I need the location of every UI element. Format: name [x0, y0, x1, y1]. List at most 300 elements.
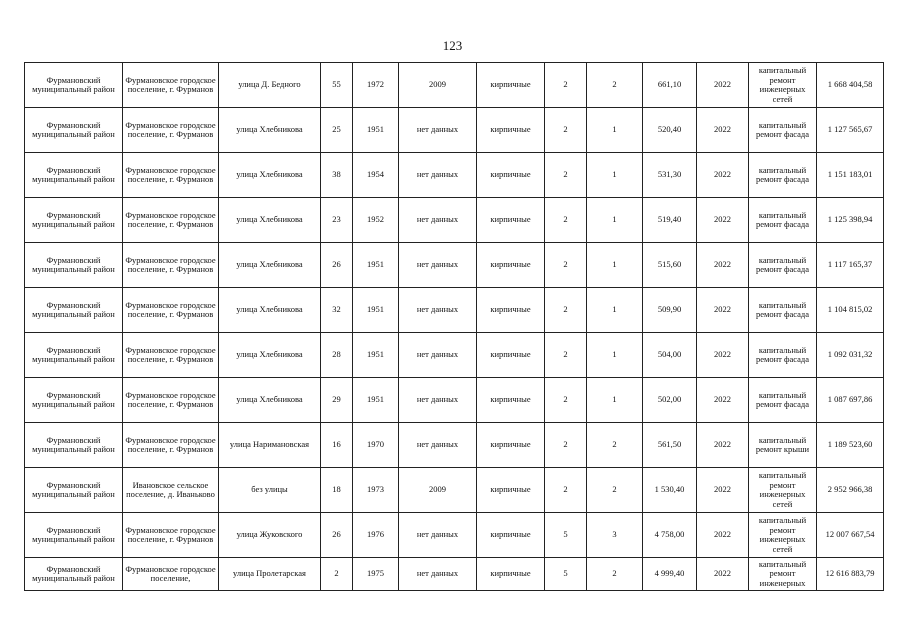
entrances-text: 3 — [612, 530, 617, 540]
entrances-text: 2 — [612, 569, 617, 579]
house-number-text: 2 — [334, 569, 339, 579]
street-cell — [219, 198, 321, 243]
build-year-text: 1951 — [367, 305, 384, 315]
settlement-cell — [123, 63, 219, 108]
street-text: улица Хлебникова — [236, 170, 303, 180]
table-row — [25, 288, 884, 333]
renovation-year-text: нет данных — [416, 350, 459, 360]
cost-text: 1 087 697,86 — [827, 395, 873, 405]
plan-year-cell — [697, 378, 749, 423]
table-row — [25, 513, 884, 558]
area-text: 4 999,40 — [654, 569, 685, 579]
street-cell — [219, 378, 321, 423]
floors-cell — [545, 333, 587, 378]
floors-text: 2 — [563, 215, 568, 225]
street-text: улица Наримановская — [229, 440, 310, 450]
area-text: 1 530,40 — [654, 485, 685, 495]
table-row — [25, 108, 884, 153]
entrances-text: 1 — [612, 170, 617, 180]
house-number-cell — [321, 333, 353, 378]
renovation-year-cell — [399, 423, 477, 468]
floors-text: 2 — [563, 260, 568, 270]
entrances-cell — [587, 108, 643, 153]
area-text: 661,10 — [657, 80, 682, 90]
district-cell — [25, 63, 123, 108]
table-row — [25, 378, 884, 423]
area-text: 520,40 — [657, 125, 682, 135]
street-text: улица Хлебникова — [236, 215, 303, 225]
street-cell — [219, 288, 321, 333]
work-type-text: капитальный ремонт инженерных сетей — [758, 471, 807, 509]
renovation-year-cell — [399, 288, 477, 333]
build-year-cell — [353, 63, 399, 108]
build-year-cell — [353, 198, 399, 243]
house-number-text: 38 — [332, 170, 341, 180]
wall-material-cell — [477, 198, 545, 243]
area-text: 4 758,00 — [654, 530, 685, 540]
house-number-text: 55 — [332, 80, 341, 90]
floors-text: 2 — [563, 350, 568, 360]
wall-material-text: кирпичные — [490, 395, 531, 405]
table-row — [25, 468, 884, 513]
plan-year-cell — [697, 288, 749, 333]
area-cell — [643, 288, 697, 333]
floors-cell — [545, 63, 587, 108]
cost-cell — [817, 198, 884, 243]
wall-material-text: кирпичные — [490, 260, 531, 270]
cost-text: 1 117 165,37 — [827, 260, 873, 270]
renovation-year-cell — [399, 63, 477, 108]
settlement-text: Фурмановское городское поселение, г. Фурманов — [125, 435, 216, 454]
house-number-text: 26 — [332, 260, 341, 270]
cost-text: 2 952 966,38 — [827, 485, 873, 495]
renovation-year-text: нет данных — [416, 569, 459, 579]
work-type-text: капитальный ремонт инженерных сетей — [758, 516, 807, 554]
district-text: Фурмановский муниципальный район — [32, 435, 115, 454]
build-year-text: 1975 — [367, 569, 384, 579]
settlement-text: Фурмановское городское поселение, г. Фурманов — [125, 255, 216, 274]
entrances-text: 1 — [612, 215, 617, 225]
district-text: Фурмановский муниципальный район — [32, 564, 115, 583]
entrances-cell — [587, 63, 643, 108]
cost-cell — [817, 333, 884, 378]
work-type-text: капитальный ремонт инженерных — [758, 559, 807, 588]
build-year-text: 1951 — [367, 125, 384, 135]
floors-text: 2 — [563, 80, 568, 90]
area-text: 519,40 — [657, 215, 682, 225]
wall-material-text: кирпичные — [490, 485, 531, 495]
area-cell — [643, 423, 697, 468]
plan-year-text: 2022 — [714, 485, 731, 495]
work-type-text: капитальный ремонт фасада — [755, 345, 810, 364]
house-number-cell — [321, 63, 353, 108]
settlement-cell — [123, 108, 219, 153]
street-cell — [219, 108, 321, 153]
work-type-cell — [749, 108, 817, 153]
plan-year-cell — [697, 513, 749, 558]
district-text: Фурмановский муниципальный район — [32, 210, 115, 229]
house-number-text: 28 — [332, 350, 341, 360]
table-row — [25, 153, 884, 198]
district-cell — [25, 333, 123, 378]
cost-text: 12 616 883,79 — [825, 569, 875, 579]
wall-material-cell — [477, 423, 545, 468]
renovation-year-text: нет данных — [416, 395, 459, 405]
work-type-cell — [749, 198, 817, 243]
cost-text: 1 092 031,32 — [827, 350, 873, 360]
work-type-cell — [749, 558, 817, 591]
table-body — [25, 63, 884, 591]
wall-material-text: кирпичные — [490, 125, 531, 135]
street-text: улица Хлебникова — [236, 395, 303, 405]
street-cell — [219, 153, 321, 198]
street-cell — [219, 468, 321, 513]
house-number-cell — [321, 153, 353, 198]
plan-year-cell — [697, 558, 749, 591]
cost-cell — [817, 378, 884, 423]
wall-material-text: кирпичные — [490, 170, 531, 180]
work-type-text: капитальный ремонт крыши — [755, 435, 810, 454]
district-text: Фурмановский муниципальный район — [32, 300, 115, 319]
wall-material-text: кирпичные — [490, 569, 531, 579]
district-cell — [25, 468, 123, 513]
floors-cell — [545, 513, 587, 558]
street-cell — [219, 63, 321, 108]
plan-year-text: 2022 — [714, 569, 731, 579]
plan-year-text: 2022 — [714, 260, 731, 270]
cost-text: 1 151 183,01 — [827, 170, 873, 180]
work-type-text: капитальный ремонт инженерных сетей — [758, 66, 807, 104]
settlement-cell — [123, 198, 219, 243]
entrances-cell — [587, 513, 643, 558]
work-type-cell — [749, 63, 817, 108]
entrances-cell — [587, 468, 643, 513]
floors-text: 5 — [563, 569, 568, 579]
table-row — [25, 333, 884, 378]
settlement-cell — [123, 423, 219, 468]
settlement-cell — [123, 288, 219, 333]
wall-material-cell — [477, 108, 545, 153]
settlement-cell — [123, 153, 219, 198]
street-text: улица Пролетарская — [233, 569, 306, 579]
plan-year-cell — [697, 153, 749, 198]
work-type-cell — [749, 468, 817, 513]
plan-year-text: 2022 — [714, 530, 731, 540]
renovation-year-cell — [399, 468, 477, 513]
build-year-text: 1951 — [367, 395, 384, 405]
entrances-cell — [587, 288, 643, 333]
table-row — [25, 198, 884, 243]
renovation-year-cell — [399, 378, 477, 423]
entrances-text: 1 — [612, 395, 617, 405]
floors-text: 2 — [563, 170, 568, 180]
build-year-cell — [353, 468, 399, 513]
street-text: улица Хлебникова — [236, 350, 303, 360]
work-type-cell — [749, 513, 817, 558]
build-year-cell — [353, 423, 399, 468]
renovation-year-text: 2009 — [429, 485, 446, 495]
renovation-year-cell — [399, 333, 477, 378]
plan-year-cell — [697, 243, 749, 288]
wall-material-text: кирпичные — [490, 80, 531, 90]
cost-cell — [817, 153, 884, 198]
district-cell — [25, 198, 123, 243]
entrances-cell — [587, 243, 643, 288]
renovation-year-text: нет данных — [416, 530, 459, 540]
floors-text: 2 — [563, 485, 568, 495]
plan-year-cell — [697, 108, 749, 153]
cost-cell — [817, 243, 884, 288]
entrances-text: 1 — [612, 350, 617, 360]
area-cell — [643, 558, 697, 591]
work-type-cell — [749, 243, 817, 288]
build-year-text: 1954 — [367, 170, 384, 180]
work-type-text: капитальный ремонт фасада — [755, 120, 810, 139]
street-text: улица Хлебникова — [236, 125, 303, 135]
house-number-cell — [321, 288, 353, 333]
plan-year-text: 2022 — [714, 440, 731, 450]
cost-cell — [817, 63, 884, 108]
street-cell — [219, 243, 321, 288]
renovation-year-text: нет данных — [416, 215, 459, 225]
district-text: Фурмановский муниципальный район — [32, 75, 115, 94]
area-cell — [643, 468, 697, 513]
entrances-cell — [587, 333, 643, 378]
floors-cell — [545, 468, 587, 513]
work-type-text: капитальный ремонт фасада — [755, 300, 810, 319]
floors-cell — [545, 378, 587, 423]
cost-text: 12 007 667,54 — [825, 530, 875, 540]
work-type-cell — [749, 378, 817, 423]
renovation-year-cell — [399, 198, 477, 243]
floors-text: 2 — [563, 440, 568, 450]
district-cell — [25, 378, 123, 423]
table-row — [25, 63, 884, 108]
build-year-text: 1973 — [367, 485, 384, 495]
plan-year-cell — [697, 333, 749, 378]
district-text: Фурмановский муниципальный район — [32, 165, 115, 184]
build-year-cell — [353, 333, 399, 378]
housing-register-table — [24, 62, 884, 591]
cost-cell — [817, 513, 884, 558]
street-cell — [219, 558, 321, 591]
district-cell — [25, 153, 123, 198]
area-cell — [643, 333, 697, 378]
work-type-text: капитальный ремонт фасада — [755, 390, 810, 409]
house-number-cell — [321, 513, 353, 558]
plan-year-text: 2022 — [714, 395, 731, 405]
settlement-cell — [123, 333, 219, 378]
entrances-cell — [587, 378, 643, 423]
build-year-cell — [353, 378, 399, 423]
plan-year-cell — [697, 423, 749, 468]
build-year-cell — [353, 558, 399, 591]
cost-cell — [817, 288, 884, 333]
plan-year-text: 2022 — [714, 215, 731, 225]
renovation-year-cell — [399, 153, 477, 198]
house-number-text: 32 — [332, 305, 341, 315]
entrances-text: 1 — [612, 260, 617, 270]
house-number-text: 16 — [332, 440, 341, 450]
district-cell — [25, 108, 123, 153]
settlement-cell — [123, 243, 219, 288]
entrances-cell — [587, 198, 643, 243]
floors-cell — [545, 153, 587, 198]
street-cell — [219, 423, 321, 468]
floors-text: 2 — [563, 125, 568, 135]
renovation-year-text: нет данных — [416, 260, 459, 270]
area-cell — [643, 243, 697, 288]
wall-material-cell — [477, 333, 545, 378]
area-cell — [643, 513, 697, 558]
renovation-year-cell — [399, 243, 477, 288]
build-year-text: 1951 — [367, 260, 384, 270]
wall-material-cell — [477, 378, 545, 423]
cost-text: 1 668 404,58 — [827, 80, 873, 90]
district-text: Фурмановский муниципальный район — [32, 345, 115, 364]
house-number-cell — [321, 558, 353, 591]
settlement-text: Фурмановское городское поселение, г. Фурманов — [125, 210, 216, 229]
plan-year-cell — [697, 468, 749, 513]
district-cell — [25, 558, 123, 591]
work-type-text: капитальный ремонт фасада — [755, 165, 810, 184]
renovation-year-text: нет данных — [416, 125, 459, 135]
area-text: 561,50 — [657, 440, 682, 450]
plan-year-cell — [697, 198, 749, 243]
work-type-text: капитальный ремонт фасада — [755, 255, 810, 274]
cost-text: 1 189 523,60 — [827, 440, 873, 450]
wall-material-text: кирпичные — [490, 440, 531, 450]
house-number-cell — [321, 243, 353, 288]
build-year-text: 1952 — [367, 215, 384, 225]
work-type-cell — [749, 333, 817, 378]
settlement-text: Фурмановское городское поселение, г. Фурманов — [125, 525, 216, 544]
entrances-cell — [587, 558, 643, 591]
area-text: 502,00 — [657, 395, 682, 405]
district-cell — [25, 243, 123, 288]
wall-material-text: кирпичные — [490, 215, 531, 225]
wall-material-cell — [477, 153, 545, 198]
house-number-text: 25 — [332, 125, 341, 135]
entrances-text: 2 — [612, 440, 617, 450]
house-number-cell — [321, 378, 353, 423]
wall-material-cell — [477, 558, 545, 591]
settlement-cell — [123, 468, 219, 513]
area-text: 515,60 — [657, 260, 682, 270]
settlement-cell — [123, 378, 219, 423]
settlement-text: Фурмановское городское поселение, г. Фурманов — [125, 345, 216, 364]
floors-text: 2 — [563, 305, 568, 315]
floors-cell — [545, 243, 587, 288]
settlement-text: Фурмановское городское поселение, — [125, 564, 216, 583]
area-cell — [643, 378, 697, 423]
cost-cell — [817, 468, 884, 513]
entrances-text: 1 — [612, 125, 617, 135]
renovation-year-text: 2009 — [429, 80, 446, 90]
plan-year-text: 2022 — [714, 170, 731, 180]
work-type-text: капитальный ремонт фасада — [755, 210, 810, 229]
cost-cell — [817, 558, 884, 591]
build-year-text: 1972 — [367, 80, 384, 90]
area-text: 504,00 — [657, 350, 682, 360]
street-cell — [219, 513, 321, 558]
cost-text: 1 127 565,67 — [827, 125, 873, 135]
district-text: Фурмановский муниципальный район — [32, 255, 115, 274]
wall-material-cell — [477, 288, 545, 333]
area-cell — [643, 198, 697, 243]
floors-text: 2 — [563, 395, 568, 405]
floors-cell — [545, 558, 587, 591]
street-text: улица Д. Бедного — [238, 80, 301, 90]
floors-cell — [545, 108, 587, 153]
table-row — [25, 423, 884, 468]
house-number-cell — [321, 468, 353, 513]
district-cell — [25, 513, 123, 558]
wall-material-text: кирпичные — [490, 350, 531, 360]
settlement-cell — [123, 513, 219, 558]
house-number-cell — [321, 423, 353, 468]
entrances-cell — [587, 153, 643, 198]
build-year-cell — [353, 243, 399, 288]
plan-year-text: 2022 — [714, 80, 731, 90]
settlement-text: Фурмановское городское поселение, г. Фурманов — [125, 75, 216, 94]
district-cell — [25, 288, 123, 333]
settlement-text: Ивановское сельское поселение, д. Иваньково — [126, 480, 215, 499]
wall-material-cell — [477, 243, 545, 288]
district-text: Фурмановский муниципальный район — [32, 525, 115, 544]
house-number-text: 18 — [332, 485, 341, 495]
entrances-cell — [587, 423, 643, 468]
entrances-text: 1 — [612, 305, 617, 315]
build-year-cell — [353, 108, 399, 153]
plan-year-text: 2022 — [714, 350, 731, 360]
wall-material-cell — [477, 63, 545, 108]
wall-material-cell — [477, 513, 545, 558]
area-cell — [643, 153, 697, 198]
table-row — [25, 243, 884, 288]
street-text: улица Хлебникова — [236, 305, 303, 315]
wall-material-text: кирпичные — [490, 530, 531, 540]
build-year-cell — [353, 153, 399, 198]
work-type-cell — [749, 423, 817, 468]
plan-year-text: 2022 — [714, 125, 731, 135]
district-text: Фурмановский муниципальный район — [32, 390, 115, 409]
floors-cell — [545, 288, 587, 333]
area-cell — [643, 108, 697, 153]
renovation-year-text: нет данных — [416, 170, 459, 180]
district-text: Фурмановский муниципальный район — [32, 480, 115, 499]
build-year-cell — [353, 513, 399, 558]
house-number-text: 26 — [332, 530, 341, 540]
cost-text: 1 125 398,94 — [827, 215, 873, 225]
house-number-cell — [321, 108, 353, 153]
street-text: улица Жуковского — [236, 530, 303, 540]
area-text: 531,30 — [657, 170, 682, 180]
table-row — [25, 558, 884, 591]
floors-text: 5 — [563, 530, 568, 540]
wall-material-cell — [477, 468, 545, 513]
wall-material-text: кирпичные — [490, 305, 531, 315]
renovation-year-cell — [399, 558, 477, 591]
district-text: Фурмановский муниципальный район — [32, 120, 115, 139]
cost-text: 1 104 815,02 — [827, 305, 873, 315]
build-year-cell — [353, 288, 399, 333]
floors-cell — [545, 423, 587, 468]
house-number-text: 29 — [332, 395, 341, 405]
cost-cell — [817, 108, 884, 153]
settlement-text: Фурмановское городское поселение, г. Фурманов — [125, 390, 216, 409]
plan-year-cell — [697, 63, 749, 108]
